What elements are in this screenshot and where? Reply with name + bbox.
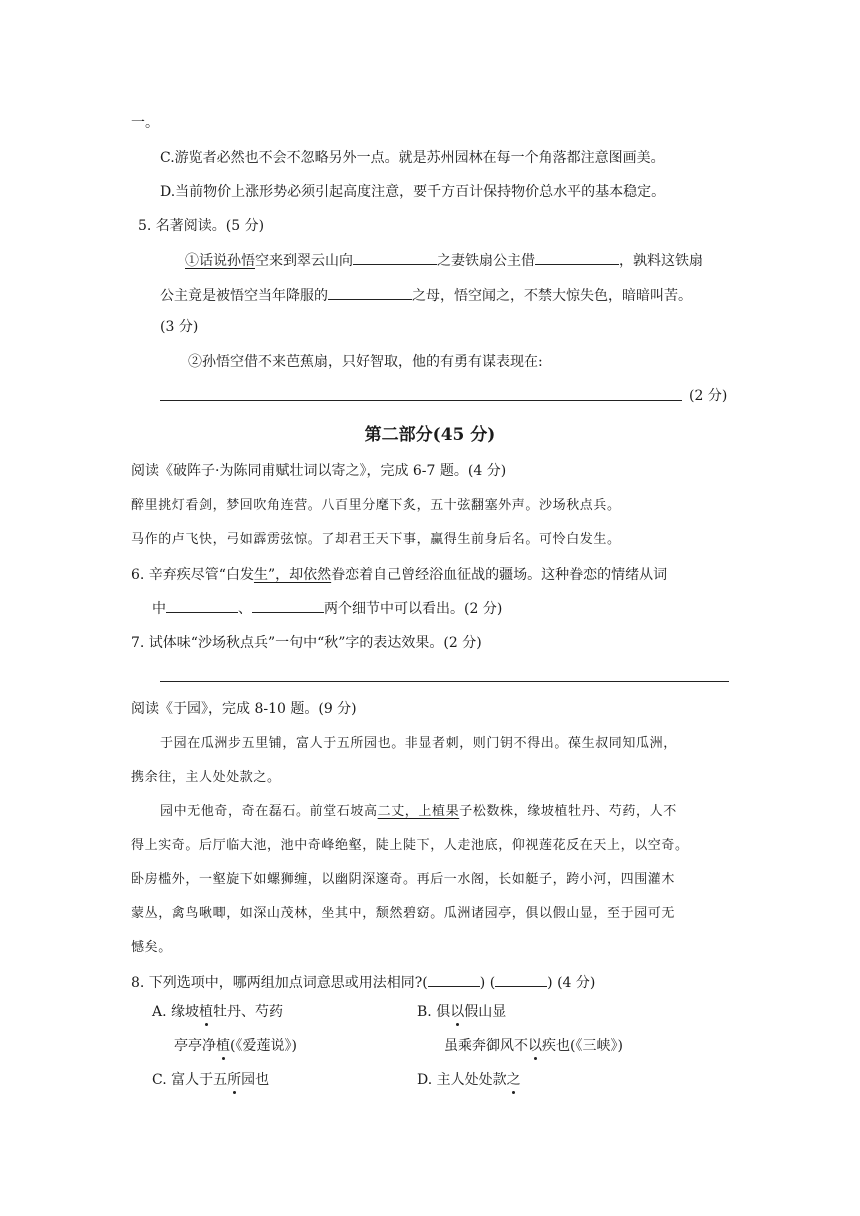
q7-stem: 7. 试体味“沙场秋点兵”一句中“秋”字的表达效果。(2 分) [131, 635, 482, 651]
q8-dotted-word: 以 [528, 1038, 542, 1054]
q8-option-b-line-2: 虽乘奔御风不以疾也(《三峡》) [444, 1038, 623, 1054]
yuyuan-p2-line-2: 得上实奇。后厅临大池，池中奇峰绝壑，陡上陡下，人走池底，仰视莲花反在天上，以空奇。 [131, 838, 689, 853]
q5-answer-line[interactable] [160, 400, 682, 401]
q5-blank-2[interactable] [535, 250, 619, 265]
q6-underlined-phrase: 生”，却依然 [253, 567, 332, 583]
poem-line-1: 醉里挑灯看剑，梦回吹角连营。八百里分麾下炙，五十弦翻塞外声。沙场秋点兵。 [131, 498, 621, 513]
q8-stem: 8. 下列选项中，哪两组加点词意思或用法相同?( ) ( ) (4 分) [131, 972, 595, 993]
yuyuan-p1-line-1: 于园在瓜洲步五里铺，富人于五所园也。非显者刺，则门钥不得出。葆生叔同知瓜洲， [160, 736, 677, 751]
q6-blank-1[interactable] [166, 598, 238, 613]
q5-score-1: (3 分) [160, 319, 199, 335]
yuyuan-p2-line-4: 蒙丛，禽鸟啾唧，如深山茂林，坐其中，颓然碧窈。瓜洲诸园亭，俱以假山显，至于园可无 [131, 906, 676, 921]
q8-option-c: C. 富人于五所园也 [152, 1072, 270, 1088]
q8-option-a-line-1: A. 缘坡植牡丹、芍药 [152, 1004, 284, 1020]
q5-sentence-1-cont: 公主竟是被悟空当年降服的 之母，悟空闻之，不禁大惊失色，暗暗叫苦。 [160, 285, 692, 306]
yuyuan-p2-line-3: 卧房槛外，一壑旋下如螺狮缠，以幽阴深邃奇。再后一水阁，长如艇子，跨小河，四围灌木 [131, 872, 676, 887]
q8-answer-blank-1[interactable] [428, 972, 480, 987]
q8-dotted-word: 植 [216, 1038, 230, 1054]
yuyuan-intro: 阅读《于园》，完成 8-10 题。(9 分) [131, 701, 357, 717]
q8-option-d: D. 主人处处款之 [417, 1072, 521, 1088]
q4-option-d: D.当前物价上涨形势必须引起高度注意，要千方百计保持物价总水平的基本稳定。 [160, 184, 666, 200]
q5-sentence-2: ②孙悟空借不来芭蕉扇，只好智取，他的有勇有谋表现在: [188, 354, 543, 370]
q8-answer-blank-2[interactable] [495, 972, 547, 987]
q8-dotted-word: 之 [506, 1072, 521, 1088]
q8-option-b-line-1: B. 俱以假山显 [417, 1004, 507, 1020]
q8-dotted-word: 以 [450, 1004, 465, 1020]
yuyuan-underlined-phrase: 二丈，上植果 [377, 804, 460, 819]
q8-dotted-word: 所 [227, 1072, 242, 1088]
q5-blank-3[interactable] [328, 285, 412, 300]
q5-score-2: (2 分) [689, 388, 728, 404]
q6-blank-2[interactable] [252, 598, 324, 613]
poem-line-2: 马作的卢飞快，弓如霹雳弦惊。了却君王天下事，赢得生前身后名。可怜白发生。 [131, 532, 621, 547]
q8-dotted-word: 植 [199, 1004, 214, 1020]
yuyuan-p1-line-2: 携余往，主人处处款之。 [131, 770, 281, 785]
q5-blank-1[interactable] [353, 250, 437, 265]
poem-intro: 阅读《破阵子·为陈同甫赋壮词以寄之》，完成 6-7 题。(4 分) [131, 463, 507, 479]
q6-stem: 6. 辛弃疾尽管“白发生”，却依然眷恋着自己曾经浴血征战的疆场。这种眷恋的情绪从词 [131, 567, 668, 583]
q4-continuation: 一。 [131, 115, 159, 131]
yuyuan-p2-line-5: 憾矣。 [131, 940, 172, 955]
q7-answer-line[interactable] [160, 681, 729, 682]
q6-stem-cont: 中 、 两个细节中可以看出。(2 分) [152, 598, 502, 619]
q8-option-a-line-2: 亭亭净植(《爱莲说》) [174, 1038, 297, 1054]
part2-title: 第二部分(45 分) [364, 425, 496, 445]
q5-underlined-phrase: ①话说孙悟 [185, 253, 255, 269]
q5-sentence-1: ①话说孙悟空来到翠云山向 之妻铁扇公主借 ，孰料这铁扇 [185, 250, 703, 271]
q5-stem: 5. 名著阅读。(5 分) [138, 218, 265, 234]
yuyuan-p2-line-1: 园中无他奇，奇在磊石。前堂石坡高二丈，上植果子松数株，缘坡植牡丹、芍药，人不 [160, 804, 677, 819]
q4-option-c: C.游览者必然也不会不忽略另外一点。就是苏州园林在每一个角落都注意图画美。 [160, 150, 665, 166]
